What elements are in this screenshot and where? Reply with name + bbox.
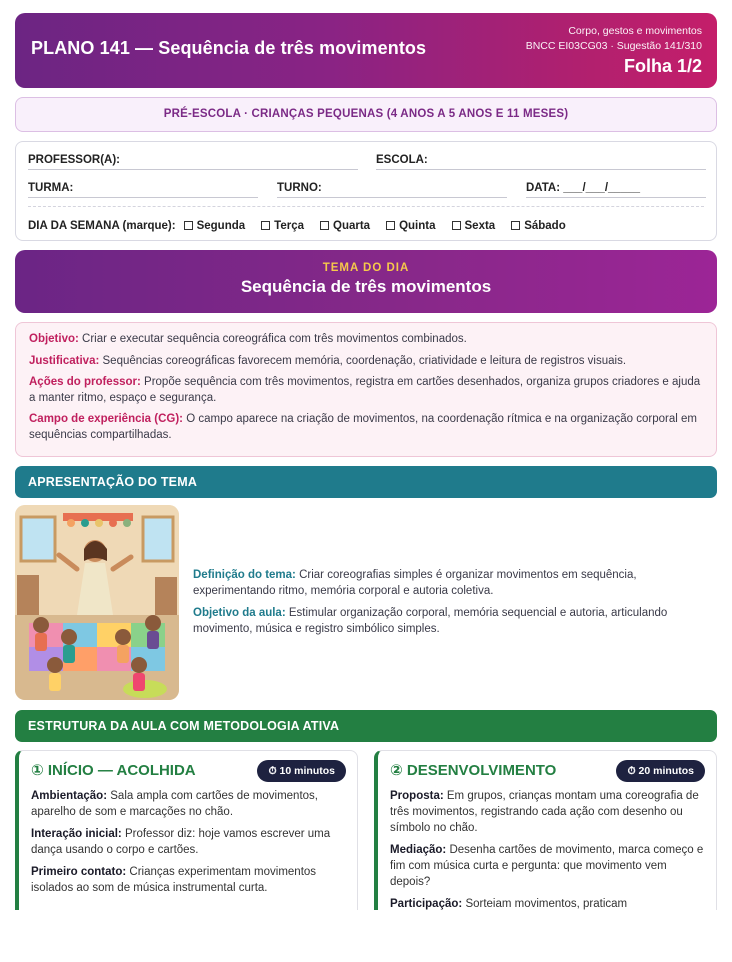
stage-item: Proposta: Em grupos, crianças montam uma coreografia de três movimentos, registrando cada ação com desenho ou símbolo no chão.	[390, 790, 699, 834]
date-field[interactable]: DATA: ___/___/_____	[526, 178, 706, 198]
plan-header	[15, 13, 717, 88]
stage-item: Interação inicial: Professor diz: hoje vamos escrever uma dança usando o corpo e cartões.	[31, 828, 331, 856]
stage-title: ① INÍCIO — ACOLHIDA	[31, 762, 196, 779]
stage-item: Participação: Sorteiam movimentos, praticam	[390, 898, 628, 910]
objectives-box	[15, 322, 717, 457]
checkbox-icon[interactable]	[452, 221, 461, 230]
teacher-form	[15, 141, 717, 241]
definition-item: Definição do tema: Criar coreografias simples é organizar movimentos em sequência, experimentando ritmo, memória corporal e autoria coletiva.	[193, 569, 637, 597]
stage-card-start	[15, 750, 358, 920]
page-bottom-blank	[0, 910, 732, 962]
weekday-option[interactable]: Sexta	[452, 216, 496, 236]
shift-field[interactable]: TURNO:	[277, 178, 507, 198]
checkbox-icon[interactable]	[320, 221, 329, 230]
plan-title: PLANO 141 — Sequência de três movimentos	[31, 38, 427, 58]
bncc-code: BNCC EI03CG03 · Sugestão 141/310	[525, 40, 702, 52]
stage-item: Ambientação: Sala ampla com cartões de movimentos, aparelho de som e marcações no chão.	[31, 790, 318, 818]
weekday-option[interactable]: Quinta	[386, 216, 435, 236]
class-field[interactable]: TURMA:	[28, 178, 258, 198]
checkbox-icon[interactable]	[386, 221, 395, 230]
duration-badge: ⏱ 20 minutos	[616, 760, 705, 782]
header-meta	[526, 24, 702, 77]
theme-banner	[15, 250, 717, 313]
age-level-banner: PRÉ-ESCOLA · CRIANÇAS PEQUENAS (4 ANOS A 5 ANOS E 11 MESES)	[15, 97, 717, 132]
curriculum-area: Corpo, gestos e movimentos	[568, 25, 702, 37]
objective-item: Objetivo: Criar e executar sequência coreográfica com três movimentos combinados.	[29, 333, 467, 345]
teacher-actions-item: Ações do professor: Propõe sequência com três movimentos, registra em cartões desenhados, organiza grupos criadores e ajuda a manter ritmo, espaço e segurança.	[29, 376, 701, 404]
form-divider	[28, 206, 704, 207]
weekday-label: DIA DA SEMANA (marque):	[28, 220, 176, 232]
experience-field-item: Campo de experiência (CG): O campo aparece na criação de movimentos, na coordenação rítmica e na organização corporal em sequências compartilhadas.	[29, 413, 697, 441]
theme-definition	[193, 567, 713, 643]
professor-field[interactable]: PROFESSOR(A):	[28, 150, 358, 170]
checkbox-icon[interactable]	[261, 221, 270, 230]
weekday-selector	[28, 216, 582, 236]
weekday-option[interactable]: Segunda	[184, 216, 246, 236]
structure-section-bar: ESTRUTURA DA AULA COM METODOLOGIA ATIVA	[15, 710, 717, 742]
stage-item: Primeiro contato: Crianças experimentam movimentos isolados ao som de música instrumental curta.	[31, 866, 317, 894]
sheet-number: Folha 1/2	[623, 56, 702, 76]
stage-card-development	[374, 750, 717, 920]
stage-title: ② DESENVOLVIMENTO	[390, 762, 557, 779]
checkbox-icon[interactable]	[184, 221, 193, 230]
classroom-dance-illustration	[15, 505, 179, 700]
stage-body	[390, 788, 706, 918]
checkbox-icon[interactable]	[511, 221, 520, 230]
presentation-section-bar: APRESENTAÇÃO DO TEMA	[15, 466, 717, 498]
weekday-option[interactable]: Terça	[261, 216, 304, 236]
school-field[interactable]: ESCOLA:	[376, 150, 706, 170]
justification-item: Justificativa: Sequências coreográficas favorecem memória, coordenação, criatividade e leitura de registros visuais.	[29, 354, 627, 367]
lesson-goal-item: Objetivo da aula: Estimular organização corporal, memória sequencial e autoria, articulando movimento, música e registro simbólico simples.	[193, 607, 668, 635]
duration-badge: ⏱ 10 minutos	[257, 760, 346, 782]
stage-body	[31, 788, 347, 902]
weekday-option[interactable]: Sábado	[511, 216, 566, 236]
weekday-option[interactable]: Quarta	[320, 216, 370, 236]
theme-title: Sequência de três movimentos	[240, 277, 492, 296]
theme-kicker: TEMA DO DIA	[322, 262, 410, 274]
stage-item: Mediação: Desenha cartões de movimento, marca começo e fim com música curta e pergunta: que movimento vem depois?	[390, 844, 704, 888]
